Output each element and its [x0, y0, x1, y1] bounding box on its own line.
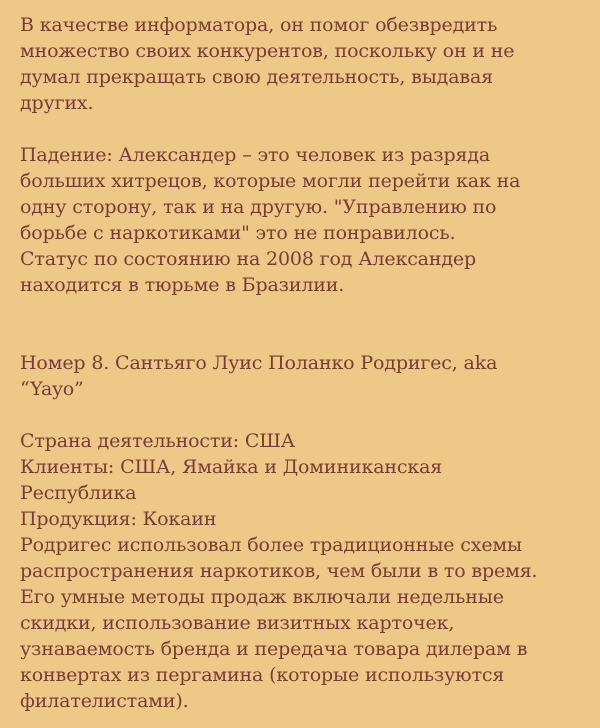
- spacer: [20, 116, 586, 142]
- section-heading-number-8: Номер 8. Сантьяго Луис Поланко Родригес, aka “Yayo”: [20, 352, 498, 400]
- country-line: Страна деятельности: США: [20, 430, 296, 452]
- spacer: [20, 402, 586, 428]
- product-line: Продукция: Кокаин: [20, 508, 217, 530]
- clients-line: Клиенты: США, Ямайка и Доминиканская Республика: [20, 456, 443, 504]
- paragraph-informant: В качестве информатора, он помог обезвредить множество своих конкурентов, поскольку он и не думал прекращать свою деятельность, выдавая других.: [20, 14, 515, 114]
- spacer: [20, 298, 586, 350]
- paragraph-methods: Родригес использовал более традиционные схемы распространения наркотиков, чем были в то время. Его умные методы продаж включали недельные скидки, использование визитных карточек, узнаваемость бренда и передача товара дилерам в конвертах из пергамина (которые используются филателистами).: [20, 534, 538, 712]
- paragraph-downfall: Падение: Александер – это человек из разряда больших хитрецов, которые могли перейти как на одну сторону, так и на другую. "Управлению по борьбе с наркотиками" это не понравилось. Статус по состоянию на 2008 год Александер находится в тюрьме в Бразилии.: [20, 144, 521, 296]
